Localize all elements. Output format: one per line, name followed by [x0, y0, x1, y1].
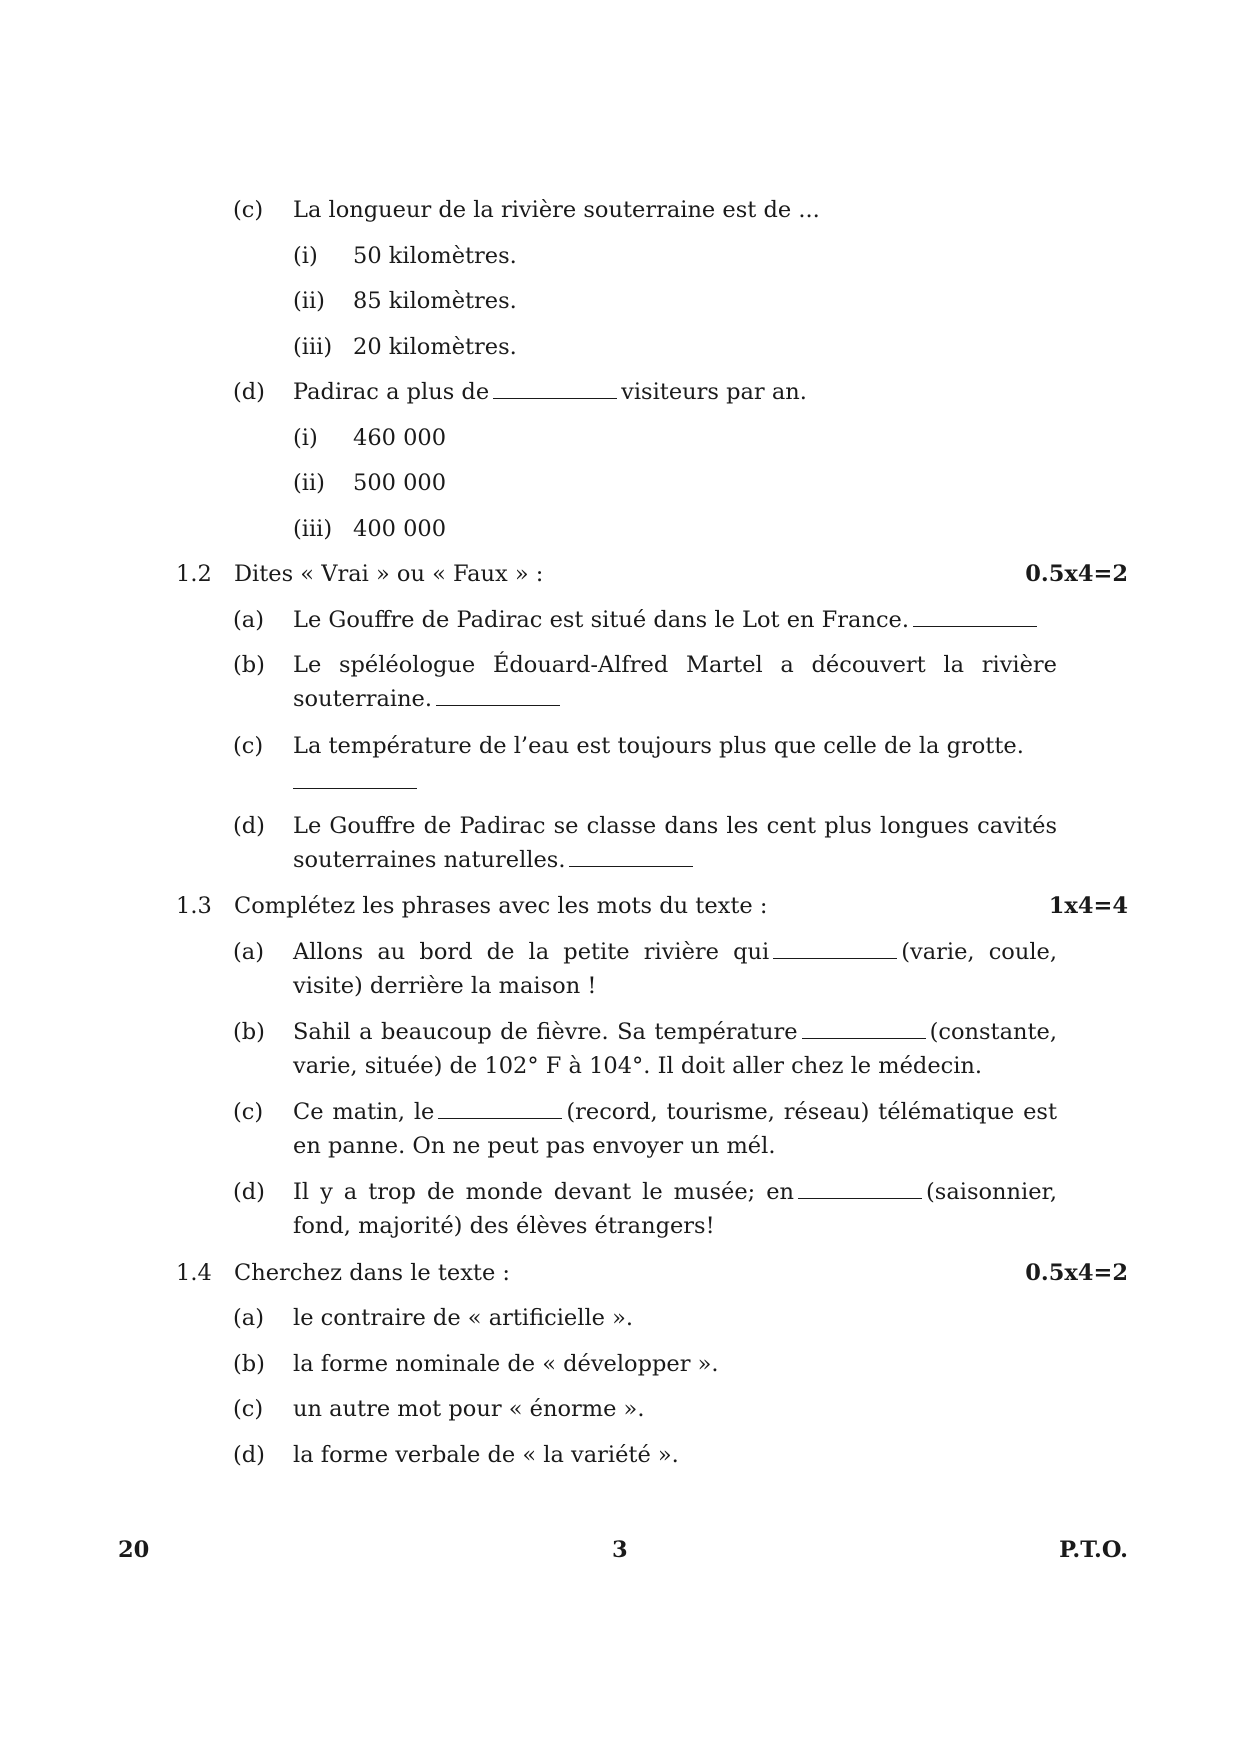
answer-blank[interactable] [569, 848, 693, 867]
statement [293, 729, 1057, 763]
question-number: 1.2 [176, 561, 212, 587]
prompt-text: la forme nominale de « développer ». [293, 1351, 719, 1377]
sentence-before: Ce matin, le [293, 1099, 435, 1125]
statement [293, 603, 1041, 637]
prompt-text: un autre mot pour « énorme ». [293, 1396, 645, 1422]
statement-text: Le spéléologue Édouard-Alfred Martel a découvert la rivière souterraine. [293, 652, 1057, 712]
option-text: 400 000 [353, 516, 447, 542]
item-label: (a) [233, 1305, 264, 1331]
sentence-after: (saisonnier, fond, majorité) des élèves étrangers! [293, 1179, 1057, 1239]
question-number: 1.3 [176, 893, 212, 919]
option-label: (ii) [293, 288, 325, 314]
sentence-after: (constante, varie, située) de 102° F à 104°. Il doit aller chez le médecin. [293, 1019, 1057, 1079]
item-label: (b) [233, 1019, 265, 1045]
marks: 1x4=4 [1048, 893, 1128, 919]
statement-text: Le Gouffre de Padirac se classe dans les cent plus longues cavités souterraines naturelles. [293, 813, 1057, 873]
option-text: 85 kilomètres. [353, 288, 517, 314]
sentence [293, 1175, 1057, 1243]
question-title: Complétez les phrases avec les mots du texte : [234, 893, 768, 919]
item-label: (d) [233, 379, 265, 405]
marks: 0.5x4=2 [1025, 561, 1128, 587]
item-label: (b) [233, 652, 265, 678]
answer-blank[interactable] [493, 380, 617, 399]
item-label: (a) [233, 939, 264, 965]
item-label: (d) [233, 813, 265, 839]
statement-text: La température de l’eau est toujours plus que celle de la grotte. [293, 733, 1024, 759]
option-label: (ii) [293, 470, 325, 496]
option-label: (i) [293, 243, 318, 269]
item-label: (c) [233, 733, 264, 759]
prompt-text: le contraire de « artificielle ». [293, 1305, 634, 1331]
item-label: (c) [233, 197, 264, 223]
sentence [293, 1095, 1057, 1163]
question-title: Dites « Vrai » ou « Faux » : [234, 561, 544, 587]
option-text: 50 kilomètres. [353, 243, 517, 269]
option-label: (iii) [293, 516, 333, 542]
item-label: (d) [233, 1179, 265, 1205]
question-text-after: visiteurs par an. [621, 379, 807, 405]
question-text-before: Padirac a plus de [293, 379, 490, 405]
question-title: Cherchez dans le texte : [234, 1260, 510, 1286]
sentence-before: Il y a trop de monde devant le musée; en [293, 1179, 795, 1205]
option-text: 460 000 [353, 425, 447, 451]
marks: 0.5x4=2 [1025, 1260, 1128, 1286]
prompt-text: la forme verbale de « la variété ». [293, 1442, 679, 1468]
option-text: 20 kilomètres. [353, 334, 517, 360]
option-text: 500 000 [353, 470, 447, 496]
item-label: (c) [233, 1396, 264, 1422]
item-label: (c) [233, 1099, 264, 1125]
paper-code: 20 [118, 1537, 150, 1563]
answer-blank[interactable] [913, 608, 1037, 627]
answer-blank[interactable] [293, 770, 417, 789]
sentence-before: Allons au bord de la petite rivière qui [293, 939, 770, 965]
item-label: (d) [233, 1442, 265, 1468]
answer-blank[interactable] [802, 1020, 926, 1039]
sentence [293, 935, 1057, 1003]
statement-blank-row [293, 765, 421, 799]
item-label: (a) [233, 607, 264, 633]
question-number: 1.4 [176, 1260, 212, 1286]
sentence-before: Sahil a beaucoup de fièvre. Sa température [293, 1019, 798, 1045]
item-label: (b) [233, 1351, 265, 1377]
statement [293, 809, 1057, 877]
question-text: La longueur de la rivière souterraine est de ... [293, 197, 820, 223]
page-number: 3 [612, 1537, 628, 1563]
statement [293, 648, 1057, 716]
answer-blank[interactable] [773, 940, 897, 959]
please-turn-over: P.T.O. [1059, 1537, 1128, 1563]
answer-blank[interactable] [798, 1180, 922, 1199]
answer-blank[interactable] [436, 687, 560, 706]
question-text [293, 375, 807, 409]
option-label: (iii) [293, 334, 333, 360]
option-label: (i) [293, 425, 318, 451]
answer-blank[interactable] [438, 1100, 562, 1119]
sentence-after: (record, tourisme, réseau) télématique est en panne. On ne peut pas envoyer un mél. [293, 1099, 1057, 1159]
statement-text: Le Gouffre de Padirac est situé dans le Lot en France. [293, 607, 910, 633]
sentence [293, 1015, 1057, 1083]
sentence-after: (varie, coule, visite) derrière la maison ! [293, 939, 1058, 999]
